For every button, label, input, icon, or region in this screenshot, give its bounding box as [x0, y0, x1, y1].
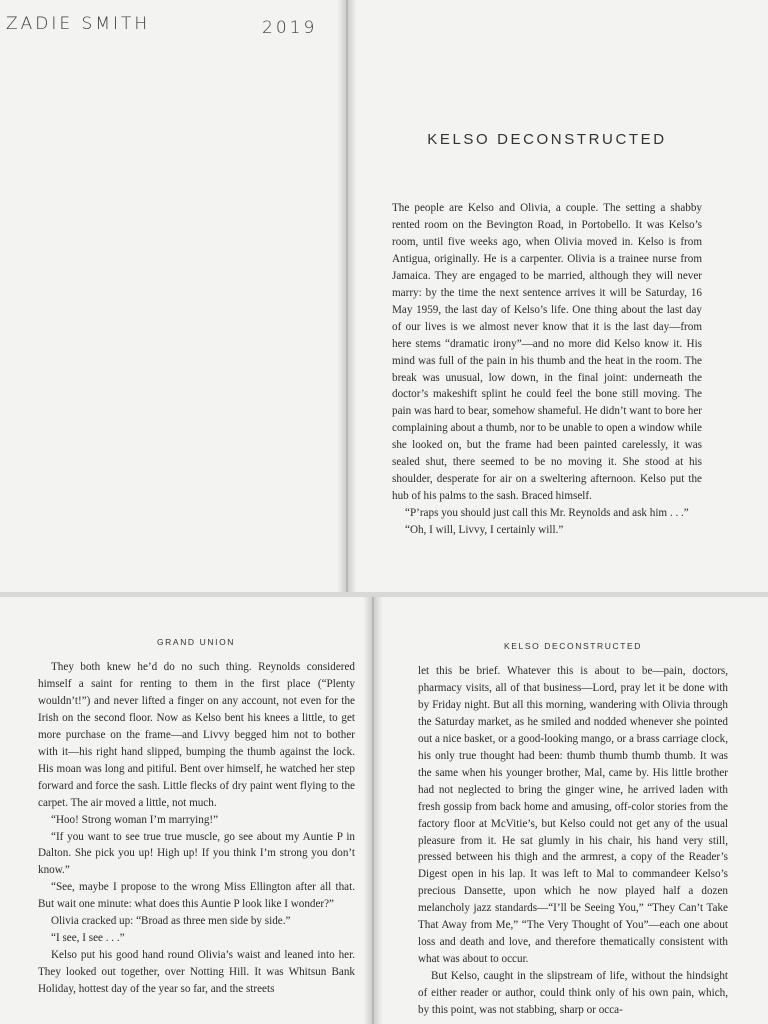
story-title: KELSO DECONSTRUCTED	[427, 131, 667, 148]
running-head-right: KELSO DECONSTRUCTED	[503, 641, 643, 651]
paragraph: “If you want to see true true muscle, go see about my Auntie P in Dalton. She pick you up! High up! If you think I’m strong you don’t know.”	[38, 830, 355, 877]
paragraph: let this be brief. Whatever this is about to be—pain, doctors, pharmacy visits, all of that business—Lord, pray let it be done with by Friday night. But all this morning, wandering with Olivia through the Saturday market, as he smiled and nodded whenever she pointed out a nice basket, or a good-looking mango, or a brass carriage clock, his only true thought had been: thumb thumb thumb thumb. It was the same when his younger brother, Mal, came by. His little brother had not neglected to bring the ginger wine, he arrived laden with fresh gossip from back home and amusing, off-color stories from the factory floor at McVitie’s, but Kelso could not get any of the usual pleasure from it. He sat glumly in his chair, his hand very still, pressed between his thigh and the armrest, a copy of the Reader’s Digest open in his lap. It was left to Mal to commandeer Kelso’s precious Dansette, upon which he now played half a dozen melancholy jazz standards—“I’ll be Seeing You,” “They Can’t Take That Away from Me,” “The Very Thought of You”—each one about loss and death and love, and therefore thematically consistent with what was about to occur.	[418, 665, 728, 966]
paragraph: “Oh, I will, Livvy, I certainly will.”	[405, 524, 564, 537]
right-page-text	[418, 663, 728, 1019]
paragraph: Kelso put his good hand round Olivia’s waist and leaned into her. They looked out together, over Notting Hill. It was Whitsun Bank Holiday, hottest day of the year so far, and the streets	[38, 949, 355, 996]
handwritten-year-note: 2019	[262, 18, 318, 38]
paragraph: Olivia cracked up: “Broad as three men side by side.”	[51, 915, 291, 928]
paragraph: The people are Kelso and Olivia, a couple. The setting a shabby rented room on the Bevington Road, in Portobello. It was Kelso’s room, until five weeks ago, when Olivia moved in. Kelso is from Antigua, originally. He is a carpenter. Olivia is a trainee nurse from Jamaica. They are engaged to be married, although they will never marry: by the time the next sentence arrives it will be Saturday, 16 May 1959, the last day of Kelso’s life. One thing about the last day of our lives is we almost never know that it is the last day—from here stems “dramatic irony”—and no more did Kelso know it. His mind was full of the pain in his thumb and the heat in the room. The break was unusual, low down, in the final joint: underneath the doctor’s makeshift splint he could feel the bone still moving. The pain was hard to bear, somehow shameful. He didn’t want to bore her complaining about a thumb, nor to be unable to open a window while she looked on, but the frame had been painted carelessly, it was sealed shut, there seemed to be no moving it. She stood at his shoulder, desperate for air on a sweltering afternoon. Kelso put the hub of his palms to the sash. Braced himself.	[392, 202, 702, 503]
book-gutter-shadow	[363, 597, 383, 1024]
bottom-spread	[0, 597, 768, 1024]
paragraph: “I see, I see . . .”	[51, 932, 125, 945]
opening-page-text	[392, 200, 702, 539]
paragraph: “See, maybe I propose to the wrong Miss Ellington after all that. But wait one minute: what does this Auntie P look like I wonder?”	[38, 881, 355, 911]
left-page-text	[38, 659, 355, 998]
paragraph: But Kelso, caught in the slipstream of life, without the hindsight of either reader or author, could think only of his own pain, which, by this point, was not stabbing, sharp or occa-	[418, 970, 728, 1017]
paragraph: They both knew he’d do no such thing. Reynolds considered himself a saint for renting to them in the first place (“Plenty wouldn’t!”) and never lifted a finger on any account, not even for the Irish on the second floor. Now as Kelso bent his knees a little, to get more purchase on the frame—and Livvy begged him not to bother with it—his right hand slipped, bumping the thumb against the lock. His moan was long and pitiful. Bent over himself, he watched her step forward and force the sash. Little flecks of dry paint went flying to the carpet. The air moved a little, not much.	[38, 661, 355, 809]
paragraph: “P’raps you should just call this Mr. Reynolds and ask him . . .”	[405, 507, 689, 520]
handwritten-author-note: ZADIE SMITH	[6, 14, 151, 34]
book-gutter-shadow	[337, 0, 357, 592]
paragraph: “Hoo! Strong woman I’m marrying!”	[51, 813, 219, 826]
running-head-left: GRAND UNION	[156, 637, 236, 647]
